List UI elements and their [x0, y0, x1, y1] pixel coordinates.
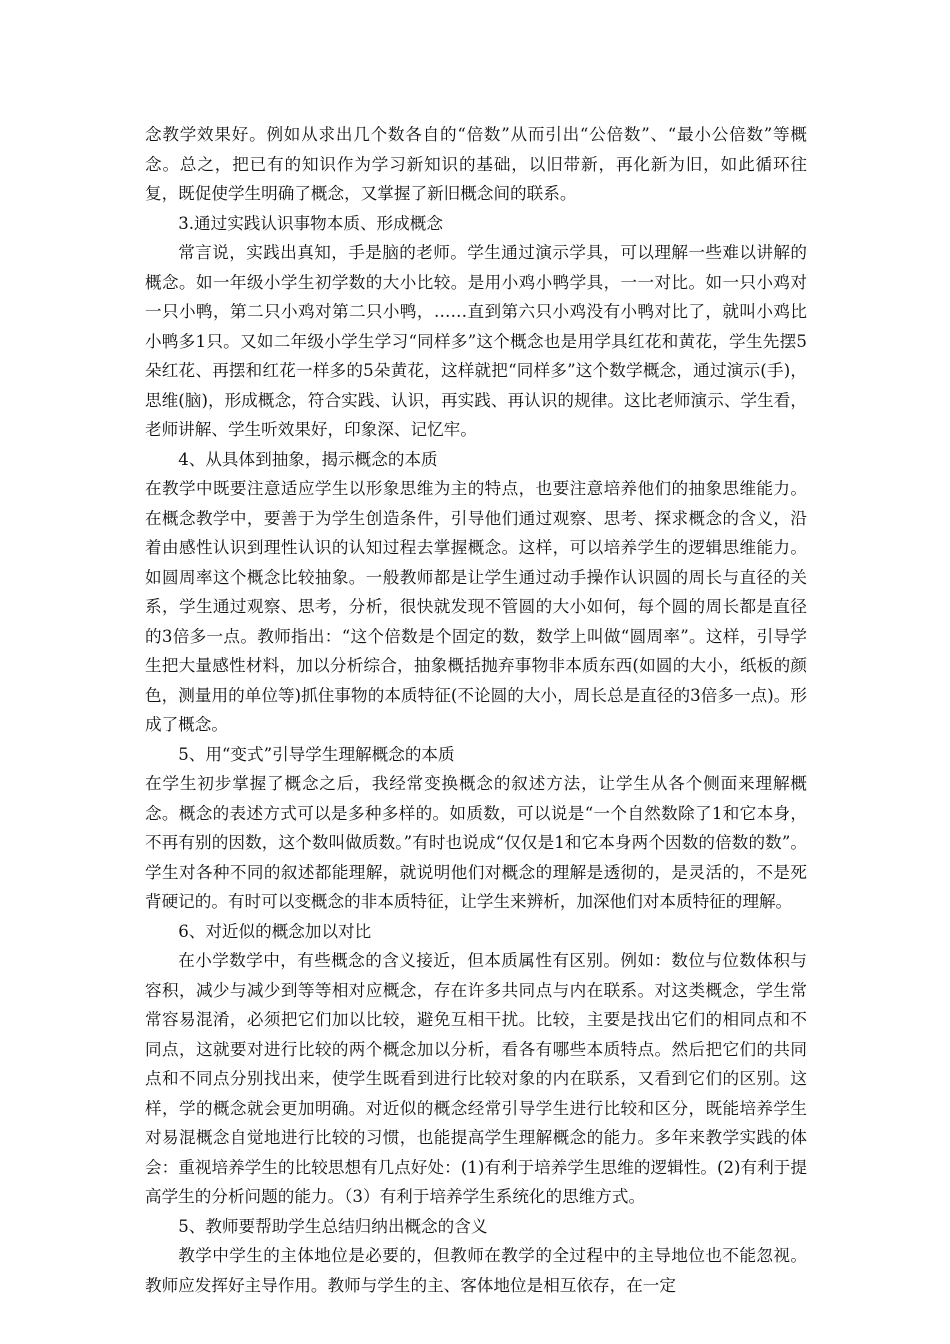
paragraph-variation: 在学生初步掌握了概念之后，我经常变换概念的叙述方法，让学生从各个侧面来理解概念。概念的表述方式可以是多种多样的。如质数，可以说是“一个自然数除了1和它本身，不再有别的因数，这个数叫做质数。”有时也说成“仅仅是1和它本身两个因数的倍数的数”。学生对各种不同的叙述都能理解，就说明他们对概念的理解是透彻的，是灵活的，不是死背硬记的。有时可以变概念的非本质特征，让学生来辨析，加深他们对本质特征的理解。: [145, 774, 807, 911]
document-page: [145, 120, 807, 1300]
paragraph-intro-continued: 念教学效果好。例如从求出几个数各自的“倍数”从而引出“公倍数”、“最小公倍数”等概念。总之，把已有的知识作为学习新知识的基础，以旧带新，再化新为旧，如此循环往复，既促使学生明确了概念，又掌握了新旧概念间的联系。: [145, 125, 807, 203]
section-heading-comparison: 6、对近似的概念加以对比: [178, 921, 372, 941]
paragraph-summary: 教学中学生的主体地位是必要的，但教师在教学的全过程中的主导地位也不能忽视。教师应发挥好主导作用。教师与学生的主、客体地位是相互依存，在一定: [145, 1246, 807, 1295]
paragraph-practice: 常言说，实践出真知，手是脑的老师。学生通过演示学具，可以理解一些难以讲解的概念。如一年级小学生初学数的大小比较。是用小鸡小鸭学具，一一对比。如一只小鸡对一只小鸭，第二只小鸡对第二只小鸭，……直到第六只小鸡没有小鸭对比了，就叫小鸡比小鸭多1只。又如二年级小学生学习“同样多”这个概念也是用学具红花和黄花，学生先摆5朵红花、再摆和红花一样多的5朵黄花，这样就把“同样多”这个数学概念，通过演示(手)，思维(脑)，形成概念，符合实践、认识，再实践、再认识的规律。这比老师演示、学生看，老师讲解、学生听效果好，印象深、记忆牢。: [145, 243, 807, 439]
section-heading-variation: 5、用“变式”引导学生理解概念的本质: [178, 744, 455, 764]
paragraph-comparison: 在小学数学中，有些概念的含义接近，但本质属性有区别。例如：数位与位数体积与容积，减少与减少到等等相对应概念，存在许多共同点与内在联系。对这类概念，学生常常容易混淆，必须把它们加以比较，避免互相干扰。比较，主要是找出它们的相同点和不同点，这就要对进行比较的两个概念加以分析，看各有哪些本质特点。然后把它们的共同点和不同点分别找出来，使学生既看到进行比较对象的内在联系，又看到它们的区别。这样，学的概念就会更加明确。对近似的概念经常引导学生进行比较和区分，既能培养学生对易混概念自觉地进行比较的习惯，也能提高学生理解概念的能力。多年来教学实践的体会：重视培养学生的比较思想有几点好处：(1)有利于培养学生思维的逻辑性。(2)有利于提高学生的分析问题的能力。（3）有利于培养学生系统化的思维方式。: [145, 951, 807, 1206]
paragraph-abstraction: 在教学中既要注意适应学生以形象思维为主的特点，也要注意培养他们的抽象思维能力。在概念教学中，要善于为学生创造条件，引导他们通过观察、思考、探求概念的含义，沿着由感性认识到理性认识的认知过程去掌握概念。这样，可以培养学生的逻辑思维能力。如圆周率这个概念比较抽象。一般教师都是让学生通过动手操作认识圆的周长与直径的关系，学生通过观察、思考，分析，很快就发现不管圆的大小如何，每个圆的周长都是直径的3倍多一点。教师指出：“这个倍数是个固定的数，数学上叫做“圆周率”。这样，引导学生把大量感性材料，加以分析综合，抽象概括抛弃事物非本质东西(如圆的大小，纸板的颜色，测量用的单位等)抓住事物的本质特征(不论圆的大小，周长总是直径的3倍多一点)。形成了概念。: [145, 479, 807, 734]
section-heading-practice: 3.通过实践认识事物本质、形成概念: [178, 213, 443, 233]
section-heading-summary: 5、教师要帮助学生总结归纳出概念的含义: [178, 1216, 488, 1236]
section-heading-abstraction: 4、从具体到抽象，揭示概念的本质: [178, 449, 438, 469]
